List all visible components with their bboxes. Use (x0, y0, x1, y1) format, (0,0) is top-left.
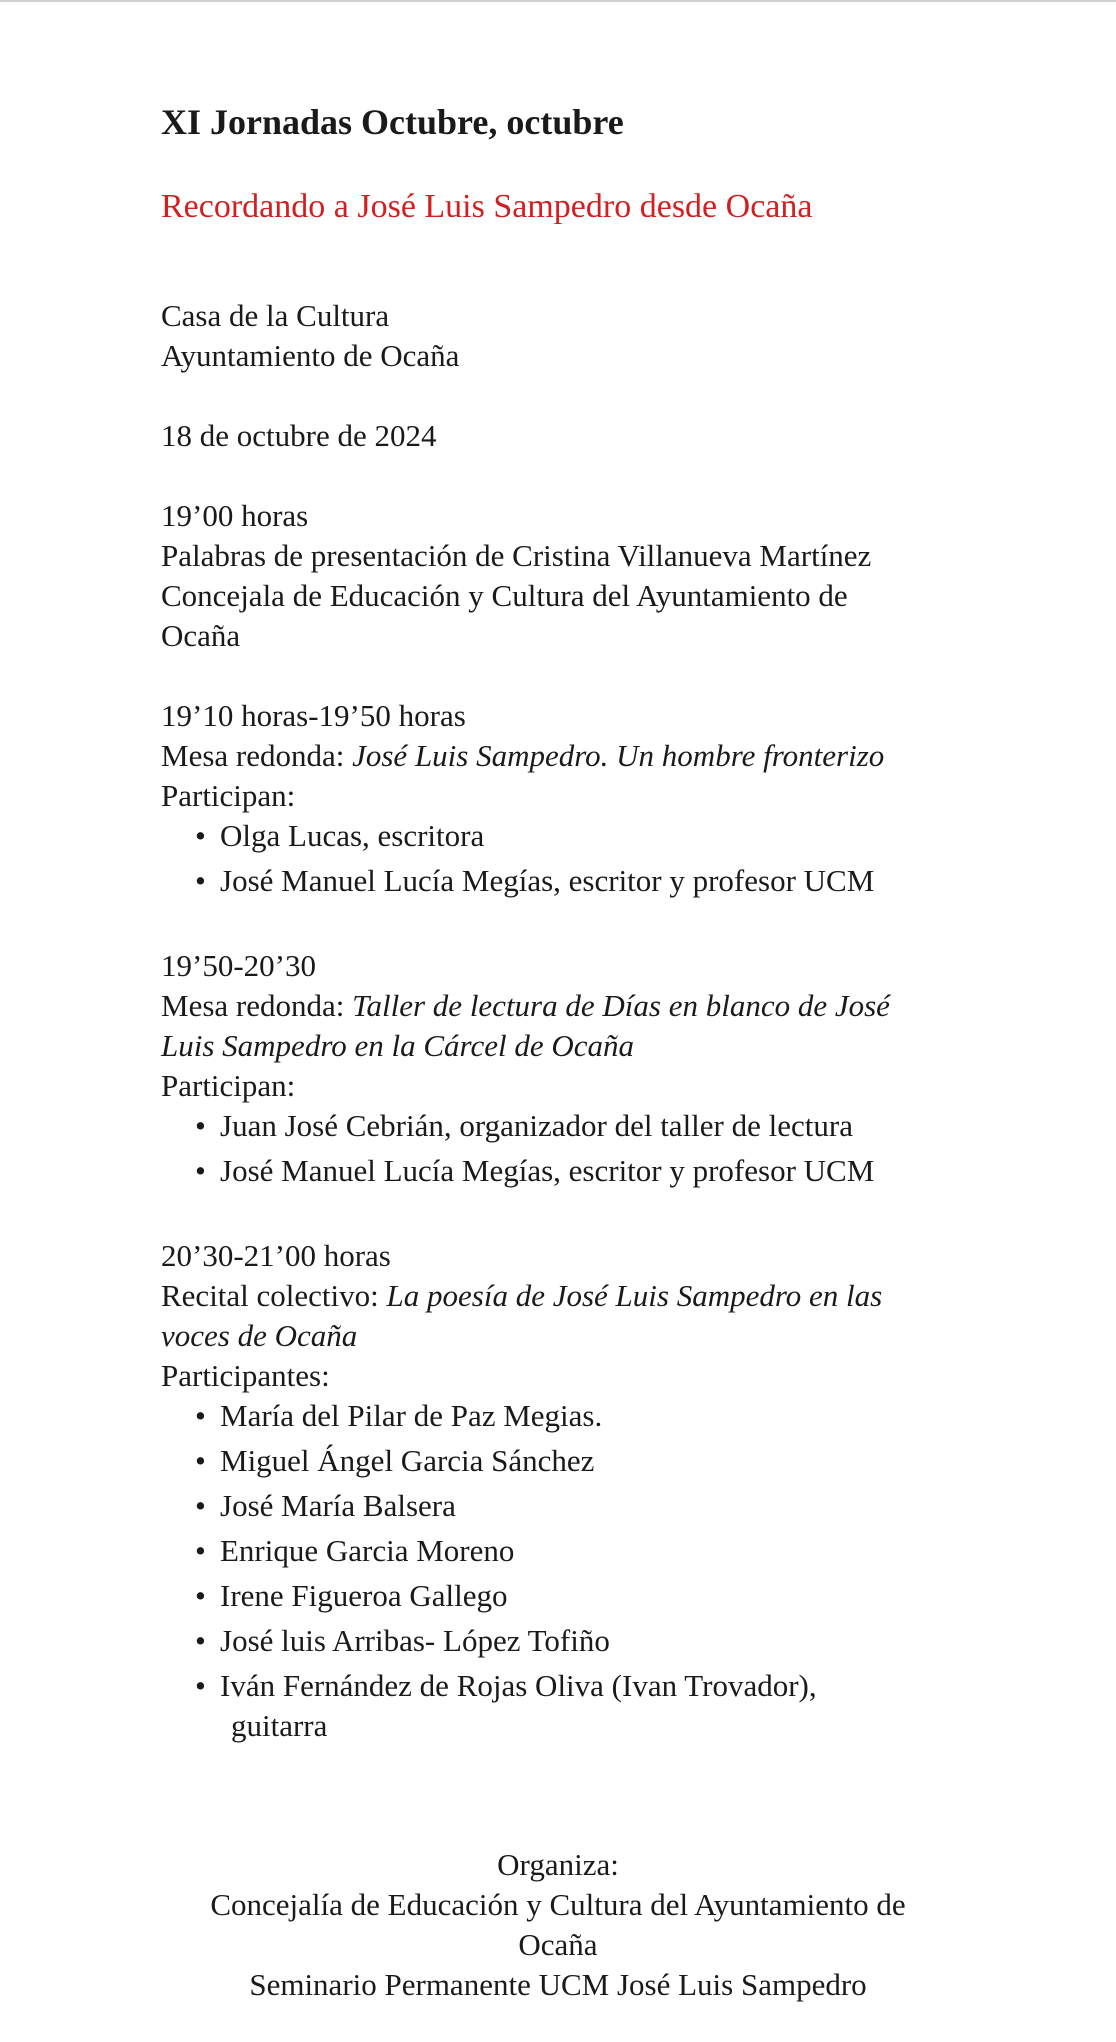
participant-name: Juan José Cebrián, organizador del taller de lectura (220, 1108, 853, 1143)
session-title-prefix: Mesa redonda: (161, 738, 353, 773)
list-item (195, 816, 1041, 856)
participant-role: guitarra (231, 1708, 328, 1743)
bullet-icon: • (195, 1488, 206, 1523)
session-title-prefix: Mesa redonda: (161, 988, 353, 1023)
session-time: 19’00 horas (161, 498, 309, 533)
session-3 (161, 946, 1041, 1191)
participant-name: Iván Fernández de Rojas Oliva (Ivan Trovador), (220, 1668, 817, 1703)
session-description: Palabras de presentación de Cristina Villanueva Martínez (161, 538, 872, 573)
venue-place: Casa de la Cultura (161, 298, 390, 333)
session-title (161, 736, 1041, 776)
bullet-icon: • (195, 1533, 206, 1568)
session-title-italic: Taller de lectura de Días en blanco de José (352, 988, 890, 1023)
session-title-italic: José Luis Sampedro. Un hombre fronterizo (352, 738, 885, 773)
spacer (161, 1196, 1041, 1236)
session-title-italic: Luis Sampedro en la Cárcel de Ocaña (161, 1028, 634, 1063)
bullet-icon: • (195, 1578, 206, 1613)
bullet-icon: • (195, 1153, 206, 1188)
participant-name: José Manuel Lucía Megías, escritor y profesor UCM (220, 1153, 875, 1188)
session-description: Concejala de Educación y Cultura del Ayuntamiento de (161, 578, 848, 613)
organizer-line: Ocaña (518, 1927, 598, 1962)
document-body (161, 98, 1041, 1751)
bullet-icon: • (195, 1443, 206, 1478)
list-item (195, 1396, 1041, 1436)
list-item (195, 1666, 1041, 1746)
session-time: 20’30-21’00 horas (161, 1238, 391, 1273)
top-border (0, 0, 1116, 2)
participant-name: Enrique Garcia Moreno (220, 1533, 515, 1568)
participant-name: Olga Lucas, escritora (220, 818, 485, 853)
session-time: 19’10 horas-19’50 horas (161, 698, 466, 733)
session-time: 19’50-20’30 (161, 948, 316, 983)
session-title-italic: voces de Ocaña (161, 1318, 358, 1353)
participant-name: Irene Figueroa Gallego (220, 1578, 508, 1613)
session-title (161, 986, 1041, 1026)
spacer (161, 456, 1041, 496)
venue-org: Ayuntamiento de Ocaña (161, 338, 460, 373)
spacer (161, 656, 1041, 696)
spacer (161, 906, 1041, 946)
bullet-icon: • (195, 863, 206, 898)
list-item (195, 861, 1041, 901)
venue-block (161, 296, 1041, 376)
event-title: XI Jornadas Octubre, octubre (161, 102, 624, 142)
list-item (195, 1106, 1041, 1146)
participant-name: José luis Arribas- López Tofiño (220, 1623, 610, 1658)
organizers-footer (0, 1845, 1116, 2005)
participants-label: Participantes: (161, 1358, 330, 1393)
participant-name: María del Pilar de Paz Megias. (220, 1398, 603, 1433)
bullet-icon: • (195, 818, 206, 853)
session-title-prefix: Recital colectivo: (161, 1278, 387, 1313)
bullet-icon: • (195, 1623, 206, 1658)
list-item (195, 1151, 1041, 1191)
participants-list (161, 816, 1041, 901)
participants-list (161, 1106, 1041, 1191)
participant-name: Miguel Ángel Garcia Sánchez (220, 1443, 595, 1478)
organizer-line: Concejalía de Educación y Cultura del Ayuntamiento de (210, 1887, 906, 1922)
session-1 (161, 496, 1041, 656)
list-item (195, 1486, 1041, 1526)
participant-name: José María Balsera (220, 1488, 456, 1523)
session-title (161, 1276, 1041, 1316)
session-2 (161, 696, 1041, 901)
participant-name: José Manuel Lucía Megías, escritor y profesor UCM (220, 863, 875, 898)
organizers-label: Organiza: (497, 1847, 619, 1882)
event-date: 18 de octubre de 2024 (161, 418, 437, 453)
list-item (195, 1576, 1041, 1616)
list-item (195, 1531, 1041, 1571)
session-title-cont (161, 1026, 1041, 1066)
session-title-cont (161, 1316, 1041, 1356)
bullet-icon: • (195, 1108, 206, 1143)
event-subtitle: Recordando a José Luis Sampedro desde Ocaña (161, 188, 813, 225)
session-title-italic: La poesía de José Luis Sampedro en las (386, 1278, 883, 1313)
spacer (161, 376, 1041, 416)
bullet-icon: • (195, 1398, 206, 1433)
organizer-line: Seminario Permanente UCM José Luis Sampedro (249, 1967, 867, 2002)
session-description: Ocaña (161, 618, 241, 653)
list-item (195, 1621, 1041, 1661)
participants-list (161, 1396, 1041, 1746)
participants-label: Participan: (161, 1068, 296, 1103)
list-item (195, 1441, 1041, 1481)
bullet-icon: • (195, 1668, 206, 1703)
participants-label: Participan: (161, 778, 296, 813)
session-4 (161, 1236, 1041, 1746)
